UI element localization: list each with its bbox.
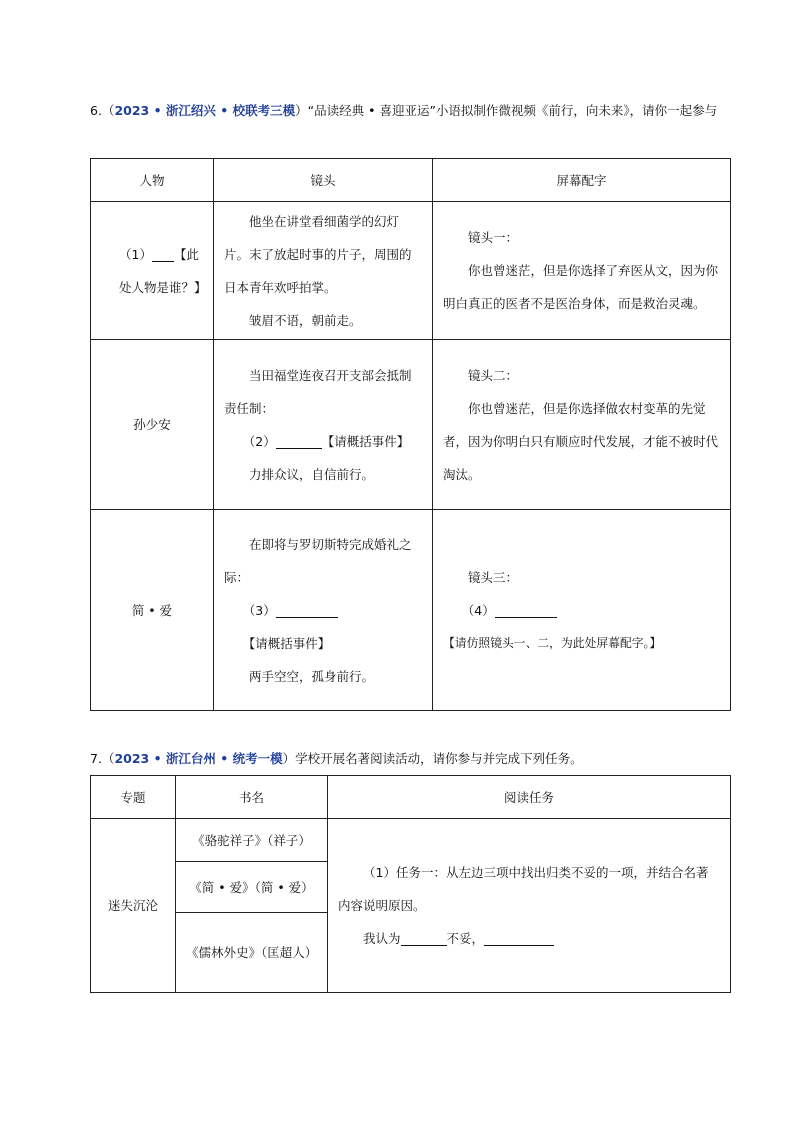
question-number: 6. — [90, 103, 102, 118]
answer-blank-4[interactable] — [495, 601, 557, 618]
answer-blank-3[interactable] — [276, 601, 338, 618]
question-text: “品读经典 • 喜迎亚运”小语拟制作微视频《前行，向未来》，请你一起参与 — [307, 103, 718, 118]
question-7-heading: 7.（2023 • 浙江台州 • 统考一模）学校开展名著阅读活动，请你参与并完成下列任务。 — [90, 751, 583, 766]
table-row — [91, 819, 731, 993]
books-cell — [176, 819, 328, 993]
scene-cell: 他坐在讲堂看细菌学的幻灯片。末了放起时事的片子，周围的日本青年欢呼拍掌。 皱眉不语，朝前走。 — [214, 202, 433, 340]
caption-cell: 镜头二： 你也曾迷茫，但是你选择做农村变革的先觉者，因为你明白只有顺应时代发展，才能不被时代淘汰。 — [433, 340, 731, 510]
scene-cell: 当田福堂连夜召开支部会抵制责任制： （2） 【请概括事件】 力排众议，自信前行。 — [214, 340, 433, 510]
caption-cell: 镜头三： （4） 【请仿照镜头一、二，为此处屏幕配字。】 — [433, 510, 731, 711]
question-6-heading: 6.（2023 • 浙江绍兴 • 校联考三模）“品读经典 • 喜迎亚运”小语拟制作微视频《前行，向未来》，请你一起参与 — [90, 103, 718, 118]
question-text: 学校开展名著阅读活动，请你参与并完成下列任务。 — [295, 751, 583, 766]
answer-blank-2[interactable] — [276, 432, 322, 449]
task-cell — [328, 819, 731, 993]
list-item: 《骆驼祥子》（祥子） — [176, 819, 327, 862]
header-scene: 镜头 — [214, 159, 433, 202]
header-task: 阅读任务 — [328, 776, 731, 819]
header-person: 人物 — [91, 159, 214, 202]
header-caption: 屏幕配字 — [433, 159, 731, 202]
list-item: 《简 • 爱》（简 • 爱） — [176, 862, 327, 913]
answer-blank-6[interactable] — [484, 929, 554, 946]
question-number: 7. — [90, 751, 102, 766]
list-item: 《儒林外史》（匡超人） — [186, 944, 318, 960]
answer-blank-1[interactable] — [152, 245, 174, 262]
question-6-table — [90, 158, 731, 711]
answer-blank-5[interactable] — [401, 929, 447, 946]
table-row — [91, 510, 731, 711]
caption-cell: 镜头一： 你也曾迷茫，但是你选择了弃医从文，因为你明白真正的医者不是医治身体，而是救治灵魂。 — [433, 202, 731, 340]
question-7-table — [90, 775, 731, 993]
topic-cell: 迷失沉沦 — [91, 819, 176, 993]
exam-source: 2023 • 浙江台州 • 统考一模 — [114, 751, 283, 766]
scene-cell: 在即将与罗切斯特完成婚礼之际： （3）【请概括事件】 两手空空，孤身前行。 — [214, 510, 433, 711]
person-cell: 简 • 爱 — [91, 510, 214, 711]
person-cell: 孙少安 — [91, 340, 214, 510]
header-topic: 专题 — [91, 776, 176, 819]
task-text: （1）任务一：从左边三项中找出归类不妥的一项，并结合名著内容说明原因。 — [338, 865, 709, 913]
book-list — [176, 819, 327, 992]
table-row — [91, 340, 731, 510]
table-row — [91, 202, 731, 340]
header-book: 书名 — [176, 776, 328, 819]
person-cell: （1） 【此处人物是谁？】 — [91, 202, 214, 340]
table-header-row — [91, 159, 731, 202]
answer-line: 我认为 不妥， — [338, 922, 720, 955]
exam-source: 2023 • 浙江绍兴 • 校联考三模 — [114, 103, 296, 118]
table-header-row — [91, 776, 731, 819]
